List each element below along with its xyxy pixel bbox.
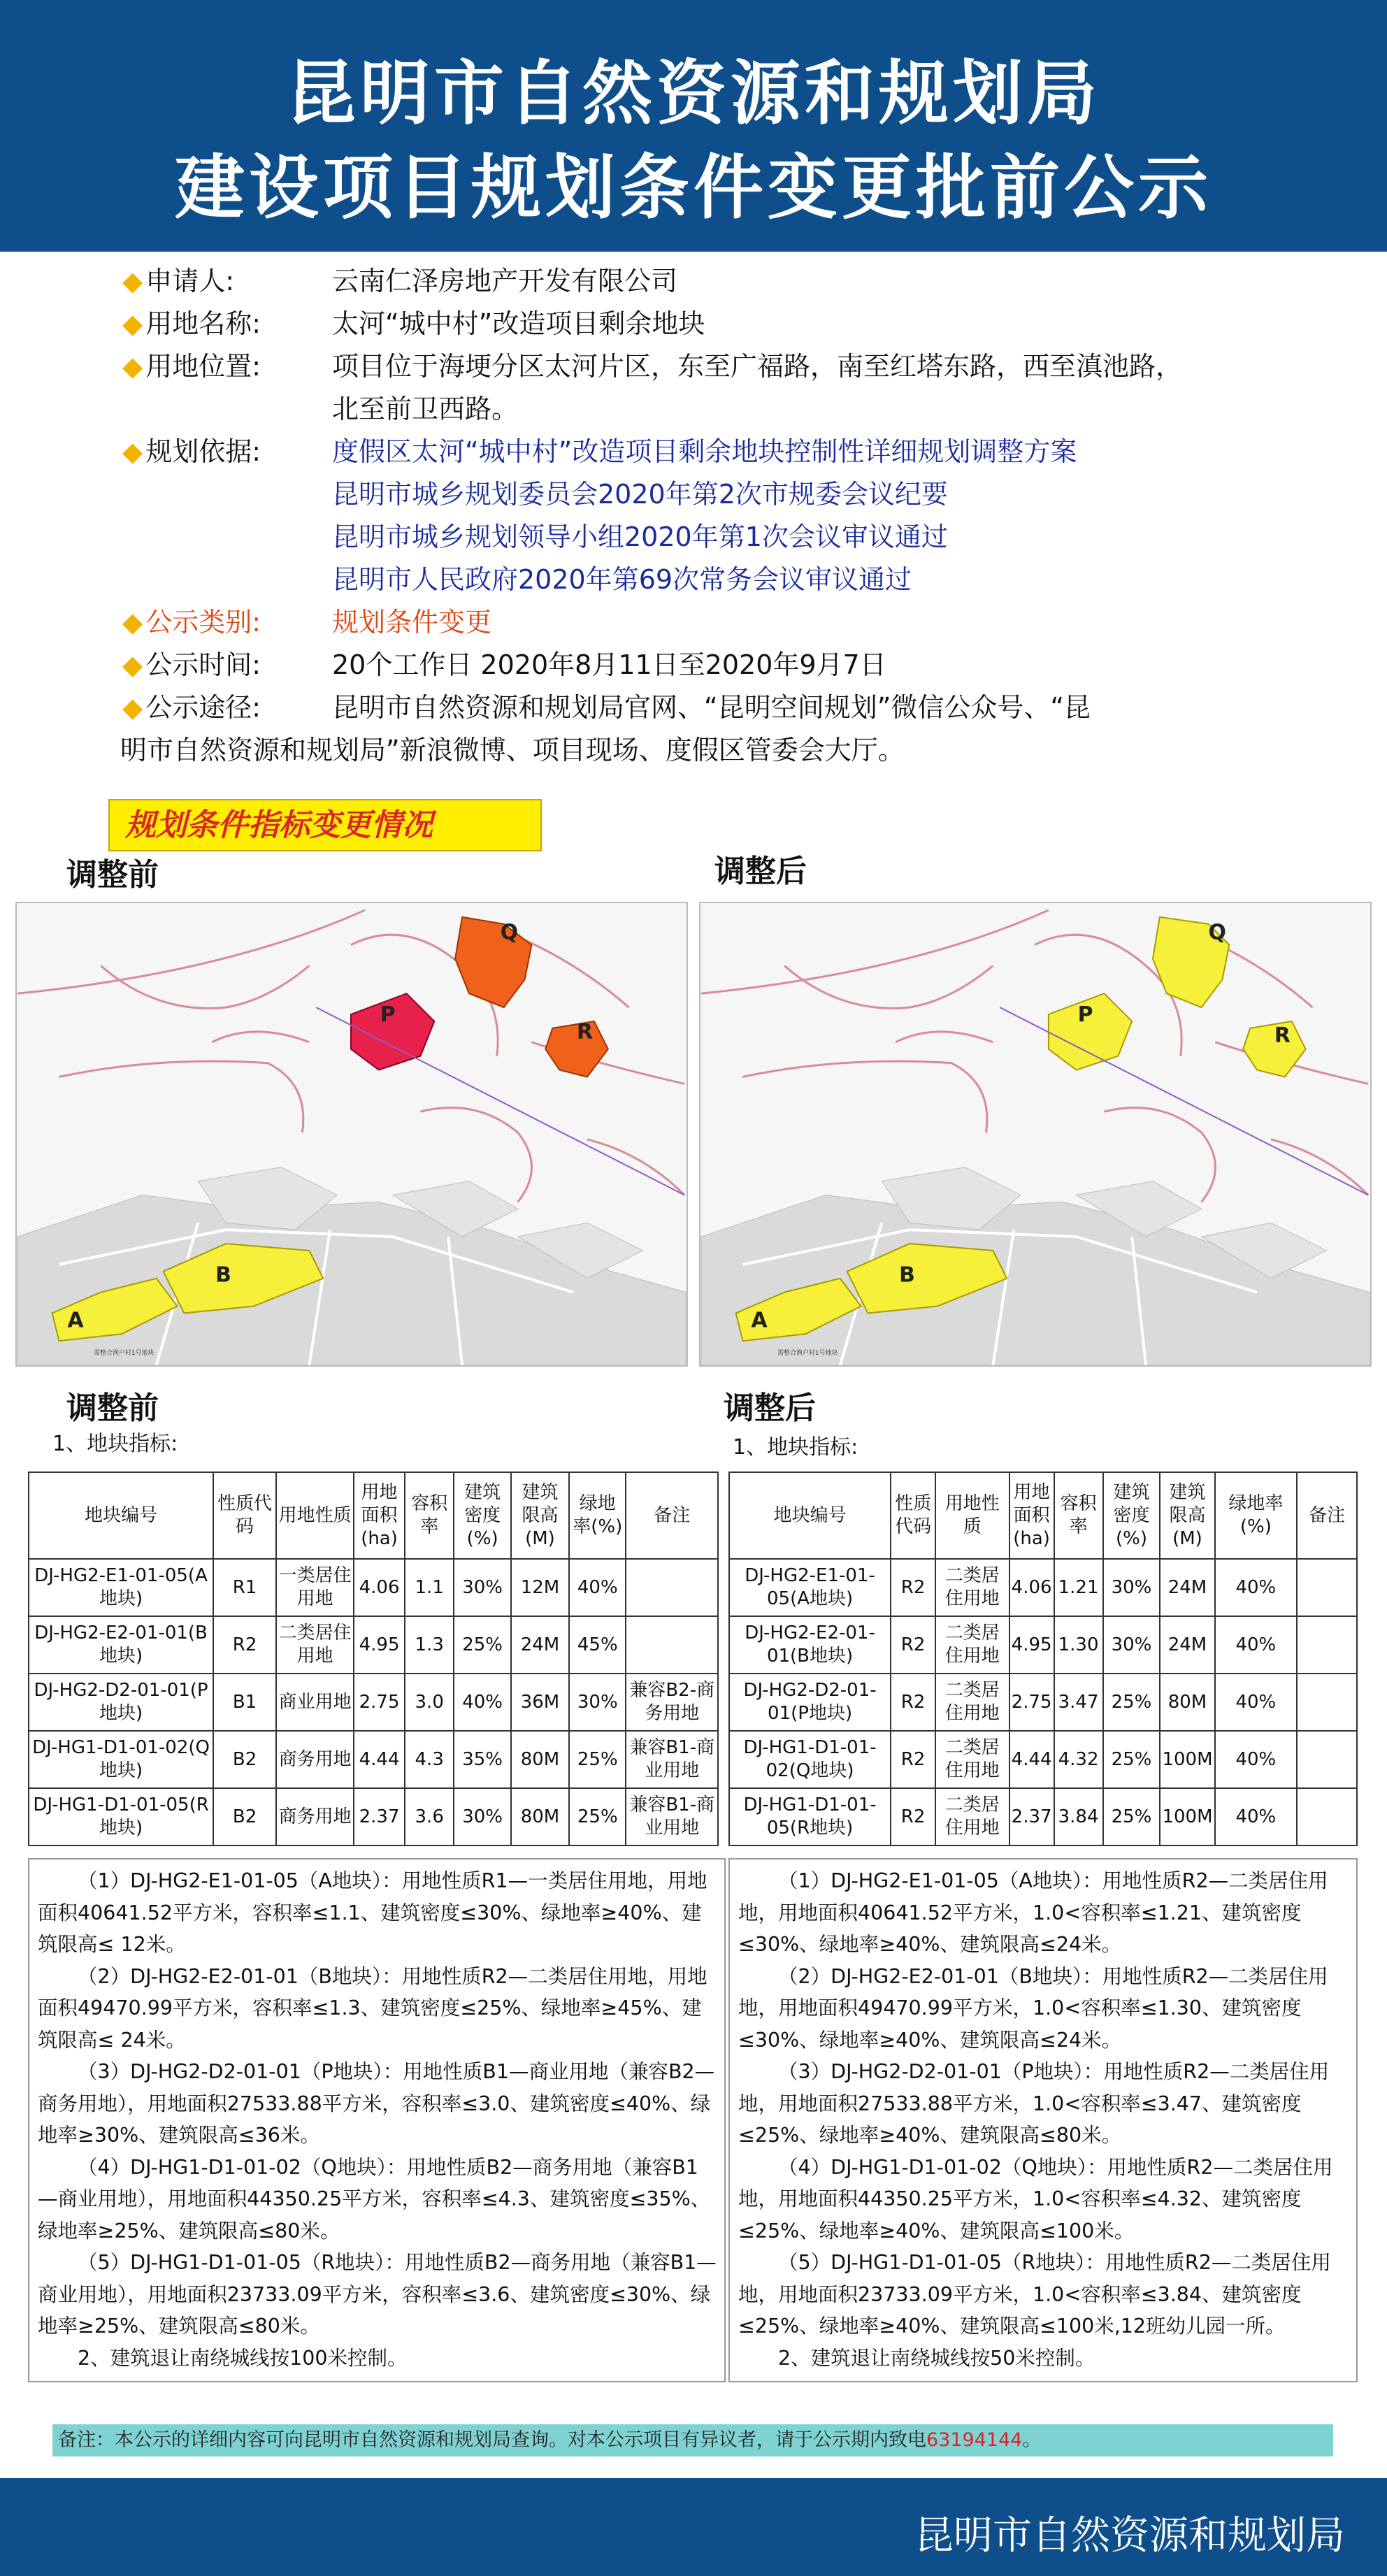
footer — [0, 2478, 1387, 2576]
applicant-value: 云南仁泽房地产开发有限公司 — [332, 266, 678, 296]
col-header: 用地面积(ha) — [1009, 1472, 1054, 1559]
note-suffix: 。 — [1022, 2429, 1042, 2451]
desc-item: （4）DJ-HG1-D1-01-02（Q地块）：用地性质R2—二类居住用地，用地面积44350.25平方米，1.0<容积率≤4.32、建筑密度≤25%、绿地率≥40%、建筑限高≤100米。 — [738, 2155, 1333, 2243]
map-after-svg — [700, 903, 1370, 1365]
parcel-label-p: P — [1077, 1002, 1093, 1027]
land-name-row: ◆ 用地名称: 太河“城中村”改造项目剩余地块 — [122, 303, 1325, 345]
table-row: DJ-HG1-D1-01-02(Q地块) R2 二类居住用地 4.44 4.32 25% 100M 40% — [729, 1731, 1357, 1788]
section-banner: 规划条件指标变更情况 — [108, 799, 542, 851]
diamond-icon: ◆ — [122, 351, 143, 382]
col-header: 绿地率(%) — [569, 1472, 626, 1559]
table-before — [28, 1472, 719, 1846]
desc-item: 2、建筑退让南绕城线按100米控制。 — [78, 2346, 408, 2370]
diamond-icon: ◆ — [122, 436, 143, 467]
basis-row: ◆ 规划依据: 度假区太河“城中村”改造项目剩余地块控制性详细规划调整方案 昆明市城乡规划委员会2020年第2次市规委会议纪要 昆明市城乡规划领导小组2020年第1次会议审议通过 昆明市人民政府2020年第69次常务会议审议通过 — [122, 431, 1325, 601]
map-before — [15, 902, 688, 1367]
note-bar — [52, 2424, 1333, 2456]
indicator-heading-after: 1、地块指标: — [733, 1435, 858, 1460]
info-section — [122, 260, 1325, 772]
basis-item: 昆明市城乡规划委员会2020年第2次市规委会议纪要 — [332, 479, 948, 510]
page-subtitle: 建设项目规划条件变更批前公示 — [175, 147, 1212, 229]
table-row: DJ-HG2-E2-01-01(B地块) R2 二类居住用地 4.95 1.30 30% 24M 40% — [729, 1616, 1357, 1674]
col-header: 地块编号 — [729, 1472, 891, 1559]
map-before-svg — [17, 903, 687, 1365]
after-heading-2: 调整后 — [724, 1390, 816, 1426]
page-title: 昆明市自然资源和规划局 — [286, 52, 1101, 134]
table-after — [728, 1472, 1358, 1846]
route-line-1: 昆明市自然资源和规划局官网、“昆明空间规划”微信公众号、“昆 — [332, 692, 1091, 723]
indicator-heading-before: 1、地块指标: — [52, 1432, 178, 1456]
col-header: 用地性质 — [276, 1472, 354, 1559]
map-footnote: 需整合渔户村1号地块 — [777, 1350, 838, 1358]
basis-item: 昆明市人民政府2020年第69次常务会议审议通过 — [332, 564, 912, 595]
table-row: DJ-HG2-E1-01-05(A地块) R1 一类居住用地 4.06 1.1 30% 12M 40% — [29, 1559, 718, 1616]
basis-item: 昆明市城乡规划领导小组2020年第1次会议审议通过 — [332, 521, 948, 552]
parcel-label-b: B — [215, 1262, 231, 1288]
parcel-label-q: Q — [500, 920, 519, 945]
land-name-value: 太河“城中村”改造项目剩余地块 — [332, 308, 705, 339]
col-header: 建筑密度(%) — [454, 1472, 510, 1559]
diamond-icon: ◆ — [122, 692, 143, 723]
desc-item: （3）DJ-HG2-D2-01-01（P地块）：用地性质R2—二类居住用地，用地面积27533.88平方米，1.0<容积率≤3.47、建筑密度≤25%、绿地率≥40%、建筑限高≤80米。 — [738, 2060, 1330, 2147]
diamond-icon: ◆ — [122, 649, 143, 680]
desc-item: （2）DJ-HG2-E2-01-01（B地块）：用地性质R2—二类居住用地，用地面积49470.99平方米，容积率≤1.3、建筑密度≤25%、绿地率≥45%、建筑限高≤ 24米。 — [38, 1964, 707, 2052]
desc-item: （2）DJ-HG2-E2-01-01（B地块）：用地性质R2—二类居住用地，用地面积49470.99平方米，1.0<容积率≤1.30、建筑密度≤30%、绿地率≥40%、建筑限高≤24米。 — [738, 1964, 1328, 2052]
map-after — [699, 902, 1372, 1367]
col-header: 建筑限高(M) — [511, 1472, 569, 1559]
diamond-icon: ◆ — [122, 607, 143, 638]
desc-item: （5）DJ-HG1-D1-01-05（R地块）：用地性质B2—商务用地（兼容B1—商业用地），用地面积23733.09平方米，容积率≤3.6、建筑密度≤30%、绿地率≥25%、建筑限高≤80米。 — [38, 2251, 717, 2338]
col-header: 建筑限高(M) — [1160, 1472, 1214, 1559]
table-header-row — [29, 1472, 718, 1559]
period-row: ◆ 公示时间: 20个工作日 2020年8月11日至2020年9月7日 — [122, 644, 1325, 686]
parcel-label-b: B — [899, 1262, 915, 1288]
col-header: 绿地率(%) — [1215, 1472, 1298, 1559]
period-value: 20个工作日 2020年8月11日至2020年9月7日 — [332, 649, 886, 680]
table-row: DJ-HG2-D2-01-01(P地块) B1 商业用地 2.75 3.0 40% 36M 30% 兼容B2-商务用地 — [29, 1674, 718, 1731]
route-line-2: 明市自然资源和规划局”新浪微博、项目现场、度假区管委会大厅。 — [120, 735, 905, 765]
location-line-1: 项目位于海埂分区太河片区，东至广福路，南至红塔东路，西至滇池路， — [332, 351, 1183, 382]
note-text: 备注：本公示的详细内容可向昆明市自然资源和规划局查询。对本公示项目有异议者，请于公示期内致电 — [58, 2429, 926, 2451]
desc-item: 2、建筑退让南绕城线按50米控制。 — [778, 2346, 1095, 2370]
desc-item: （1）DJ-HG2-E1-01-05（A地块）：用地性质R1—一类居住用地，用地面积40641.52平方米，容积率≤1.1、建筑密度≤30%、绿地率≥40%、建筑限高≤ 12米。 — [38, 1869, 707, 1956]
map-footnote: 需整合渔户村1号地块 — [94, 1350, 154, 1358]
col-header: 备注 — [1297, 1472, 1357, 1559]
category-value: 规划条件变更 — [332, 607, 492, 638]
parcel-label-r: R — [1274, 1023, 1291, 1048]
desc-item: （1）DJ-HG2-E1-01-05（A地块）：用地性质R2—二类居住用地，用地面积40641.52平方米，1.0<容积率≤1.21、建筑密度≤30%、绿地率≥40%、建筑限高≤24米。 — [738, 1869, 1328, 1956]
parcel-label-r: R — [577, 1019, 594, 1044]
parcel-label-q: Q — [1208, 920, 1226, 945]
table-row: DJ-HG1-D1-01-05(R地块) B2 商务用地 2.37 3.6 30% 80M 25% 兼容B1-商业用地 — [29, 1788, 718, 1845]
description-after — [728, 1858, 1358, 2382]
location-line-2: 北至前卫西路。 — [332, 394, 519, 424]
route-row: ◆ 公示途径: 昆明市自然资源和规划局官网、“昆明空间规划”微信公众号、“昆 — [122, 686, 1325, 729]
col-header: 性质代码 — [213, 1472, 276, 1559]
note-phone: 63194144 — [926, 2429, 1023, 2451]
basis-item: 度假区太河“城中村”改造项目剩余地块控制性详细规划调整方案 — [332, 436, 1077, 467]
location-row: ◆ 用地位置: 项目位于海埂分区太河片区，东至广福路，南至红塔东路，西至滇池路， 北至前卫西路。 — [122, 345, 1325, 431]
desc-item: （4）DJ-HG1-D1-01-02（Q地块）：用地性质B2—商务用地（兼容B1—商业用地），用地面积44350.25平方米，容积率≤4.3、建筑密度≤35%、绿地率≥25%、建筑限高≤80米。 — [38, 2155, 711, 2243]
col-header: 备注 — [626, 1472, 718, 1559]
after-heading: 调整后 — [714, 854, 807, 889]
diamond-icon: ◆ — [122, 308, 143, 339]
col-header: 建筑密度(%) — [1103, 1472, 1160, 1559]
col-header: 容积率 — [405, 1472, 454, 1559]
col-header: 地块编号 — [29, 1472, 213, 1559]
parcel-label-p: P — [380, 1002, 396, 1027]
before-heading-2: 调整前 — [66, 1390, 159, 1426]
col-header: 性质代码 — [891, 1472, 935, 1559]
desc-item: （3）DJ-HG2-D2-01-01（P地块）：用地性质B1—商业用地（兼容B2—商务用地），用地面积27533.88平方米，容积率≤3.0、建筑密度≤40%、绿地率≥30%、建筑限高≤36米。 — [38, 2060, 715, 2147]
table-row: DJ-HG1-D1-01-05(R地块) R2 二类居住用地 2.37 3.84 25% 100M 40% — [729, 1788, 1357, 1845]
applicant-row: ◆ 申请人: 云南仁泽房地产开发有限公司 — [122, 260, 1325, 303]
desc-item: （5）DJ-HG1-D1-01-05（R地块）：用地性质R2—二类居住用地，用地面积23733.09平方米，1.0<容积率≤3.84、建筑密度≤25%、绿地率≥40%、建筑限高≤100米,12班幼儿园一所。 — [738, 2251, 1331, 2338]
footer-org-name: 昆明市自然资源和规划局 — [914, 2513, 1345, 2559]
col-header: 用地面积(ha) — [354, 1472, 405, 1559]
table-header-row — [729, 1472, 1357, 1559]
table-row: DJ-HG1-D1-01-02(Q地块) B2 商务用地 4.44 4.3 35% 80M 25% 兼容B1-商业用地 — [29, 1731, 718, 1788]
table-row: DJ-HG2-E2-01-01(B地块) R2 二类居住用地 4.95 1.3 25% 24M 45% — [29, 1616, 718, 1674]
table-row: DJ-HG2-E1-01-05(A地块) R2 二类居住用地 4.06 1.21 30% 24M 40% — [729, 1559, 1357, 1616]
col-header: 容积率 — [1054, 1472, 1103, 1559]
category-row: ◆ 公示类别: 规划条件变更 — [122, 601, 1325, 644]
header — [0, 0, 1387, 252]
description-before — [28, 1858, 726, 2382]
table-row: DJ-HG2-D2-01-01(P地块) R2 二类居住用地 2.75 3.47 25% 80M 40% — [729, 1674, 1357, 1731]
col-header: 用地性质 — [935, 1472, 1009, 1559]
parcel-label-a: A — [751, 1308, 768, 1333]
parcel-label-a: A — [67, 1308, 84, 1333]
before-heading: 调整前 — [66, 857, 159, 893]
diamond-icon: ◆ — [122, 266, 143, 296]
